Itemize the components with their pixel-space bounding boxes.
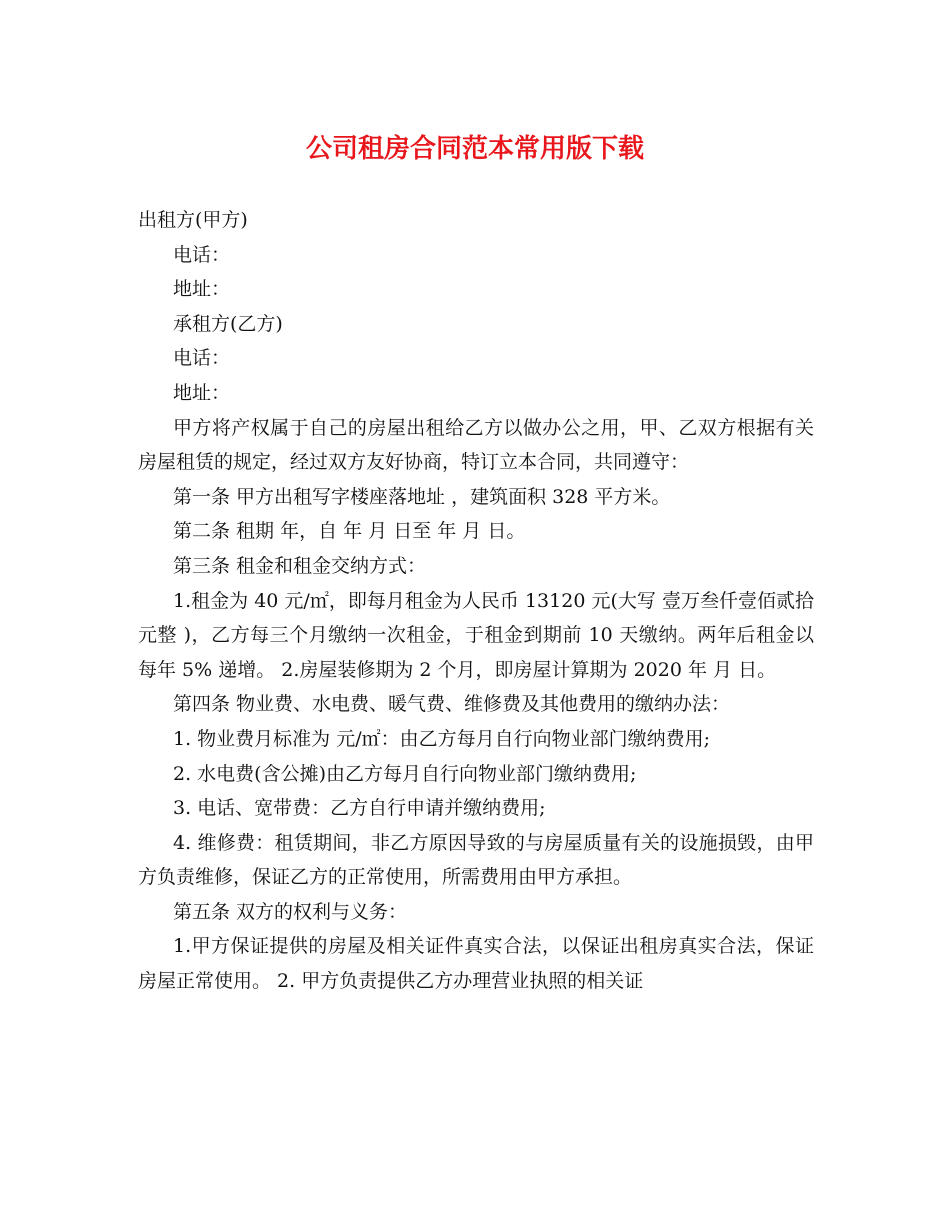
article-2: 第二条 租期 年，自 年 月 日至 年 月 日。 bbox=[173, 520, 526, 543]
lessee-phone-line: 电话： bbox=[173, 347, 231, 370]
document-title: 公司租房合同范本常用版下载 bbox=[305, 134, 644, 164]
article-4-item-3: 3. 电话、宽带费：乙方自行申请并缴纳费用; bbox=[173, 797, 546, 820]
article-3: 第三条 租金和租金交纳方式： bbox=[173, 554, 427, 577]
article-5: 第五条 双方的权利与义务： bbox=[173, 900, 408, 923]
article-4: 第四条 物业费、水电费、暖气费、维修费及其他费用的缴纳办法： bbox=[173, 693, 731, 716]
article-4-item-1: 1. 物业费月标准为 元/㎡：由乙方每月自行向物业部门缴纳费用; bbox=[173, 727, 711, 750]
lessor-line: 出租方(甲方) bbox=[138, 209, 248, 231]
article-4-item-2: 2. 水电费(含公摊)由乙方每月自行向物业部门缴纳费用; bbox=[173, 762, 637, 785]
article-1: 第一条 甲方出租写字楼座落地址 ，建筑面积 328 平方米。 bbox=[173, 485, 671, 508]
article-3-item-1: 1.租金为 40 元/㎡，即每月租金为人民币 13120 元(大写 壹万叁仟壹佰贰拾元整 )，乙方每三个月缴纳一次租金，于租金到期前 10 天缴纳。两年后租金以每年 5% 递增。 2.房屋装修期为 2 个月，即房屋计算期为 2020 年 月 日。 bbox=[138, 589, 814, 681]
preamble-paragraph: 甲方将产权属于自己的房屋出租给乙方以做办公之用，甲、乙双方根据有关房屋租赁的规定，经过双方友好协商，特订立本合同，共同遵守： bbox=[138, 416, 814, 474]
lessee-line: 承租方(乙方) bbox=[173, 312, 283, 335]
lessee-address-line: 地址： bbox=[173, 381, 231, 404]
article-4-item-4: 4. 维修费：租赁期间，非乙方原因导致的与房屋质量有关的设施损毁，由甲方负责维修，保证乙方的正常使用，所需费用由甲方承担。 bbox=[138, 831, 814, 889]
lessor-address-line: 地址： bbox=[173, 278, 231, 301]
article-5-item-1: 1.甲方保证提供的房屋及相关证件真实合法，以保证出租房真实合法，保证房屋正常使用。 2. 甲方负责提供乙方办理营业执照的相关证 bbox=[138, 935, 814, 993]
document-body bbox=[138, 203, 814, 999]
lessor-phone-line: 电话： bbox=[173, 243, 231, 266]
